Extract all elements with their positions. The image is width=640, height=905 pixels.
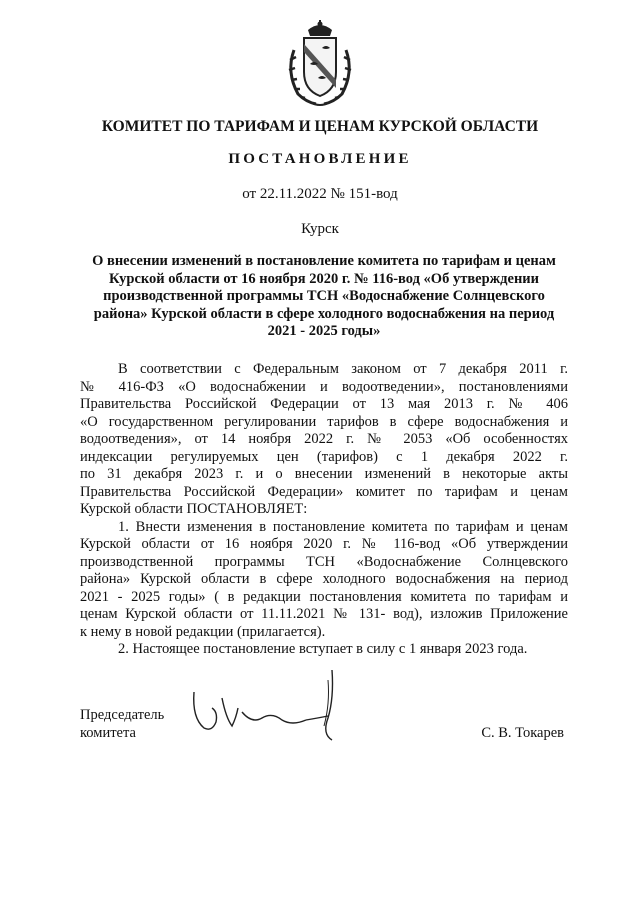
body-line: по 31 декабря 2023 г. и о внесении изменений в некоторые акты: [80, 466, 568, 482]
signer-position-line: Председатель: [80, 707, 165, 723]
subject-line: производственной программы ТСН «Водоснабжение Солнцевского: [103, 288, 545, 305]
body-line: Курской области ПОСТАНОВЛЯЕТ:: [80, 501, 308, 517]
doc-type-title: ПОСТАНОВЛЕНИЕ: [228, 151, 412, 167]
body-line: Правительства Российской Федерации» комитет по тарифам и ценам: [80, 483, 568, 500]
body-line: № 416-ФЗ «О водоснабжении и водоотведении», постановлениями: [80, 378, 568, 395]
signer-position-line: комитета: [80, 725, 136, 741]
body-line: 2. Настоящее постановление вступает в силу с 1 января 2023 года.: [118, 641, 528, 657]
body-line: ценам Курской области от 11.11.2021 № 131- вод), изложив Приложение: [80, 606, 568, 622]
signer-name: С. В. Токарев: [481, 725, 564, 741]
body-line: 1. Внести изменения в постановление комитета по тарифам и ценам: [118, 518, 568, 535]
document-body: [80, 361, 568, 659]
document-subject: [80, 253, 568, 341]
body-line: района» Курской области в сфере холодного водоснабжения на период: [80, 571, 568, 587]
body-line: В соответствии с Федеральным законом от 7 декабря 2011 г.: [118, 361, 568, 377]
subject-line: 2021 - 2025 годы»: [267, 323, 381, 340]
city-name: Курск: [301, 221, 339, 237]
body-line: водоотведения», от 14 ноября 2022 г. № 2053 «Об особенностях: [80, 431, 568, 447]
body-line: 2021 - 2025 годы» ( в редакции постановления комитета по тарифам и: [80, 588, 568, 605]
subject-line: района» Курской области в сфере холодного водоснабжения на период: [93, 305, 555, 322]
body-line: к нему в новой редакции (прилагается).: [80, 623, 326, 640]
subject-line: Курской области от 16 ноября 2020 г. № 116-вод «Об утверждении: [108, 270, 540, 287]
body-line: «О государственном регулировании тарифов в сфере водоснабжения и: [80, 413, 568, 430]
signer-position: [80, 706, 164, 742]
body-line: производственной программы ТСН «Водоснабжение Солнцевского: [80, 553, 568, 570]
org-name: КОМИТЕТ ПО ТАРИФАМ И ЦЕНАМ КУРСКОЙ ОБЛАСТИ: [101, 118, 539, 135]
date-number-line: от 22.11.2022 № 151-вод: [242, 186, 398, 202]
body-line: индексации регулируемых цен (тарифов) с 1 декабря 2022 г.: [80, 448, 568, 465]
body-line: Курской области от 16 ноября 2020 г. № 116-вод «Об утверждении: [80, 536, 568, 552]
body-line: Правительства Российской Федерации от 13 мая 2013 г. № 406: [80, 396, 568, 412]
handwritten-signature: [182, 668, 362, 744]
subject-line: О внесении изменений в постановление комитета по тарифам и ценам: [92, 253, 556, 269]
coat-of-arms-icon: [280, 20, 360, 108]
